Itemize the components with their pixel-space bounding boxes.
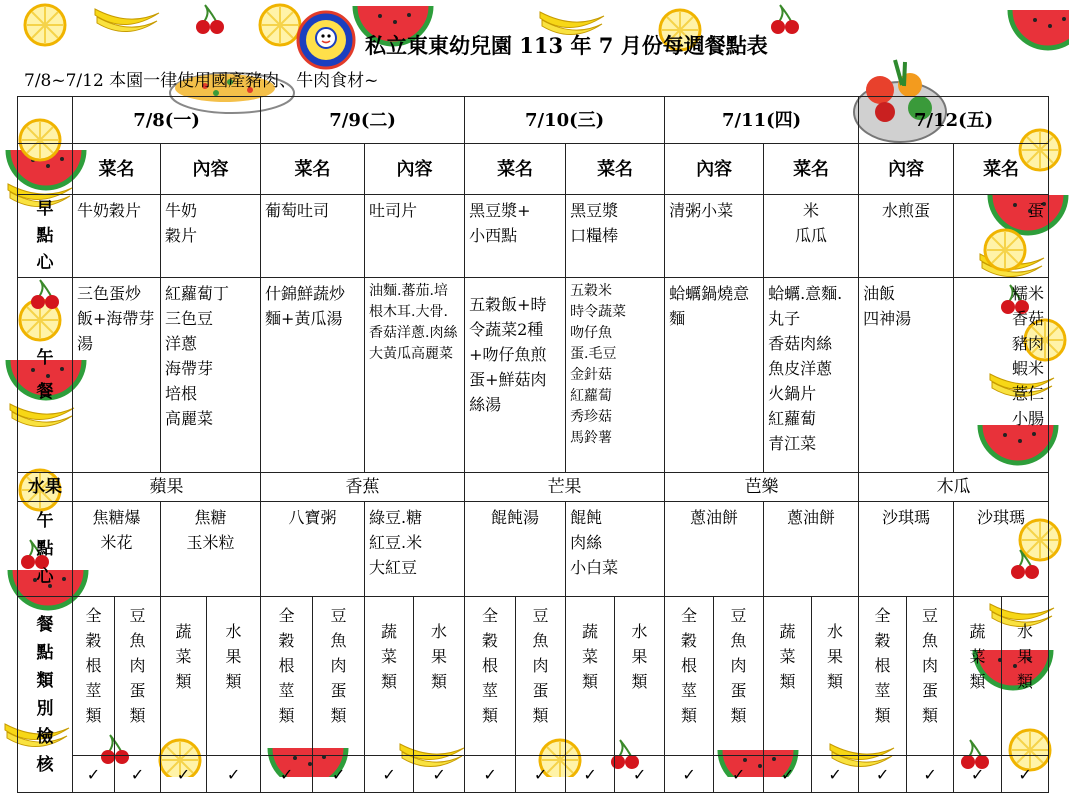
category-cell bbox=[115, 597, 161, 756]
lunch-content: 紅蘿蔔丁 三色豆 洋蔥 海帶芽 培根 高麗菜 bbox=[161, 278, 261, 473]
check-mark: ✓ bbox=[1002, 756, 1049, 793]
check-mark: ✓ bbox=[859, 756, 907, 793]
category-label: 蔬菜類 bbox=[779, 622, 796, 691]
category-label: 水果類 bbox=[631, 622, 648, 691]
lunch-content: 油麵.蕃茄.培根木耳.大骨.香菇洋蔥.肉絲大黃瓜高麗菜 bbox=[365, 278, 465, 473]
check-mark: ✓ bbox=[665, 756, 714, 793]
row-label-snack: 午點心 bbox=[18, 502, 73, 597]
breakfast-content: 牛奶 穀片 bbox=[161, 195, 261, 278]
category-cell bbox=[954, 597, 1002, 756]
check-mark: ✓ bbox=[207, 756, 261, 793]
category-cell bbox=[73, 597, 115, 756]
category-cell bbox=[907, 597, 954, 756]
category-label: 蔬菜類 bbox=[175, 622, 192, 691]
snack-content: 蔥油餅 bbox=[764, 502, 859, 597]
category-label: 水果類 bbox=[1017, 622, 1034, 691]
category-cell bbox=[714, 597, 764, 756]
category-label: 水果類 bbox=[225, 622, 242, 691]
column-header: 菜名 bbox=[764, 144, 859, 195]
fruit-cell: 木瓜 bbox=[859, 473, 1049, 502]
column-header: 菜名 bbox=[261, 144, 365, 195]
category-label: 全穀根莖類 bbox=[482, 606, 499, 725]
category-label: 豆魚肉蛋類 bbox=[532, 606, 549, 725]
category-cell bbox=[764, 597, 812, 756]
check-mark: ✓ bbox=[812, 756, 859, 793]
lunch-content: 五穀米 時令蔬菜 吻仔魚 蛋.毛豆 金針菇 紅蘿蔔 秀珍菇 馬鈴薯 bbox=[566, 278, 665, 473]
lunch-dish: 三色蛋炒飯+海帶芽湯 bbox=[73, 278, 161, 473]
column-header: 菜名 bbox=[73, 144, 161, 195]
category-label: 全穀根莖類 bbox=[85, 606, 102, 725]
lunch-content: 蛤蠣.意麵.丸子 香菇肉絲 魚皮洋蔥 火鍋片 紅蘿蔔 青江菜 bbox=[764, 278, 859, 473]
breakfast-content: 蛋 bbox=[954, 195, 1049, 278]
category-cell bbox=[313, 597, 365, 756]
category-cell bbox=[261, 597, 313, 756]
category-label: 豆魚肉蛋類 bbox=[129, 606, 146, 725]
snack-dish: 蔥油餅 bbox=[665, 502, 764, 597]
check-mark: ✓ bbox=[566, 756, 615, 793]
breakfast-dish: 牛奶穀片 bbox=[73, 195, 161, 278]
breakfast-dish: 水煎蛋 bbox=[859, 195, 954, 278]
category-cell bbox=[566, 597, 615, 756]
breakfast-content: 吐司片 bbox=[365, 195, 465, 278]
category-label: 水果類 bbox=[827, 622, 844, 691]
date-cell: 7/12(五) bbox=[859, 97, 1049, 144]
fruit-cell: 香蕉 bbox=[261, 473, 465, 502]
lunch-content: 糯米 香菇 豬肉 蝦米 薏仁 小腸 bbox=[954, 278, 1049, 473]
fruit-cell: 芭樂 bbox=[665, 473, 859, 502]
check-mark: ✓ bbox=[954, 756, 1002, 793]
check-mark: ✓ bbox=[161, 756, 207, 793]
category-cell bbox=[812, 597, 859, 756]
row-label-check: 餐點類別檢核 bbox=[18, 597, 73, 793]
column-header: 菜名 bbox=[566, 144, 665, 195]
check-mark: ✓ bbox=[465, 756, 516, 793]
category-label: 水果類 bbox=[431, 622, 448, 691]
snack-dish: 沙琪瑪 bbox=[859, 502, 954, 597]
snack-dish: 焦糖爆 米花 bbox=[73, 502, 161, 597]
lunch-dish: 油飯 四神湯 bbox=[859, 278, 954, 473]
snack-content: 焦糖 玉米粒 bbox=[161, 502, 261, 597]
category-cell bbox=[207, 597, 261, 756]
category-cell bbox=[615, 597, 665, 756]
check-mark: ✓ bbox=[764, 756, 812, 793]
date-cell: 7/8(一) bbox=[73, 97, 261, 144]
breakfast-dish: 葡萄吐司 bbox=[261, 195, 365, 278]
snack-dish: 餛飩湯 bbox=[465, 502, 566, 597]
category-label: 豆魚肉蛋類 bbox=[330, 606, 347, 725]
column-header: 內容 bbox=[365, 144, 465, 195]
fruit-cell: 蘋果 bbox=[73, 473, 261, 502]
category-label: 豆魚肉蛋類 bbox=[730, 606, 747, 725]
category-label: 蔬菜類 bbox=[969, 622, 986, 691]
lunch-dish: 五穀飯+時令蔬菜2種+吻仔魚煎蛋+鮮菇肉絲湯 bbox=[465, 278, 566, 473]
category-cell bbox=[859, 597, 907, 756]
date-cell: 7/11(四) bbox=[665, 97, 859, 144]
breakfast-dish: 黑豆漿+ 小西點 bbox=[465, 195, 566, 278]
category-cell bbox=[365, 597, 414, 756]
category-cell bbox=[665, 597, 714, 756]
date-cell: 7/10(三) bbox=[465, 97, 665, 144]
category-label: 豆魚肉蛋類 bbox=[922, 606, 939, 725]
meat-notice: 7/8~7/12 本園一律使用國產豬肉、牛肉食材~ bbox=[24, 71, 379, 91]
lunch-dish: 蛤蠣鍋燒意麵 bbox=[665, 278, 764, 473]
check-mark: ✓ bbox=[365, 756, 414, 793]
check-mark: ✓ bbox=[516, 756, 566, 793]
row-label-fruit: 水果 bbox=[18, 473, 73, 502]
snack-content: 沙琪瑪 bbox=[954, 502, 1049, 597]
column-header: 菜名 bbox=[954, 144, 1049, 195]
column-header: 菜名 bbox=[465, 144, 566, 195]
check-mark: ✓ bbox=[414, 756, 465, 793]
page-title: 私立東東幼兒園 113 年 7 月份每週餐點表 bbox=[365, 33, 768, 58]
category-label: 蔬菜類 bbox=[381, 622, 398, 691]
category-cell bbox=[1002, 597, 1049, 756]
check-mark: ✓ bbox=[907, 756, 954, 793]
check-mark: ✓ bbox=[115, 756, 161, 793]
column-header: 內容 bbox=[665, 144, 764, 195]
category-label: 全穀根莖類 bbox=[681, 606, 698, 725]
category-label: 全穀根莖類 bbox=[874, 606, 891, 725]
lunch-dish: 什錦鮮蔬炒麵+黃瓜湯 bbox=[261, 278, 365, 473]
check-mark: ✓ bbox=[714, 756, 764, 793]
category-cell bbox=[161, 597, 207, 756]
column-header: 內容 bbox=[859, 144, 954, 195]
breakfast-dish: 清粥小菜 bbox=[665, 195, 764, 278]
category-label: 蔬菜類 bbox=[582, 622, 599, 691]
kindergarten-logo bbox=[296, 10, 356, 70]
category-cell bbox=[465, 597, 516, 756]
corner-cell bbox=[18, 144, 73, 195]
check-mark: ✓ bbox=[73, 756, 115, 793]
date-cell: 7/9(二) bbox=[261, 97, 465, 144]
row-label-breakfast: 早點心 bbox=[18, 195, 73, 278]
category-label: 全穀根莖類 bbox=[278, 606, 295, 725]
snack-content: 餛飩 肉絲 小白菜 bbox=[566, 502, 665, 597]
check-mark: ✓ bbox=[615, 756, 665, 793]
row-label-lunch: 午餐 bbox=[18, 278, 73, 473]
column-header: 內容 bbox=[161, 144, 261, 195]
category-cell bbox=[414, 597, 465, 756]
check-mark: ✓ bbox=[313, 756, 365, 793]
snack-dish: 八寶粥 bbox=[261, 502, 365, 597]
check-mark: ✓ bbox=[261, 756, 313, 793]
category-cell bbox=[516, 597, 566, 756]
snack-content: 綠豆.糖 紅豆.米 大紅豆 bbox=[365, 502, 465, 597]
breakfast-content: 米 瓜瓜 bbox=[764, 195, 859, 278]
weekly-menu-table bbox=[17, 96, 1049, 793]
corner-cell bbox=[18, 97, 73, 144]
fruit-cell: 芒果 bbox=[465, 473, 665, 502]
breakfast-content: 黑豆漿 口糧棒 bbox=[566, 195, 665, 278]
